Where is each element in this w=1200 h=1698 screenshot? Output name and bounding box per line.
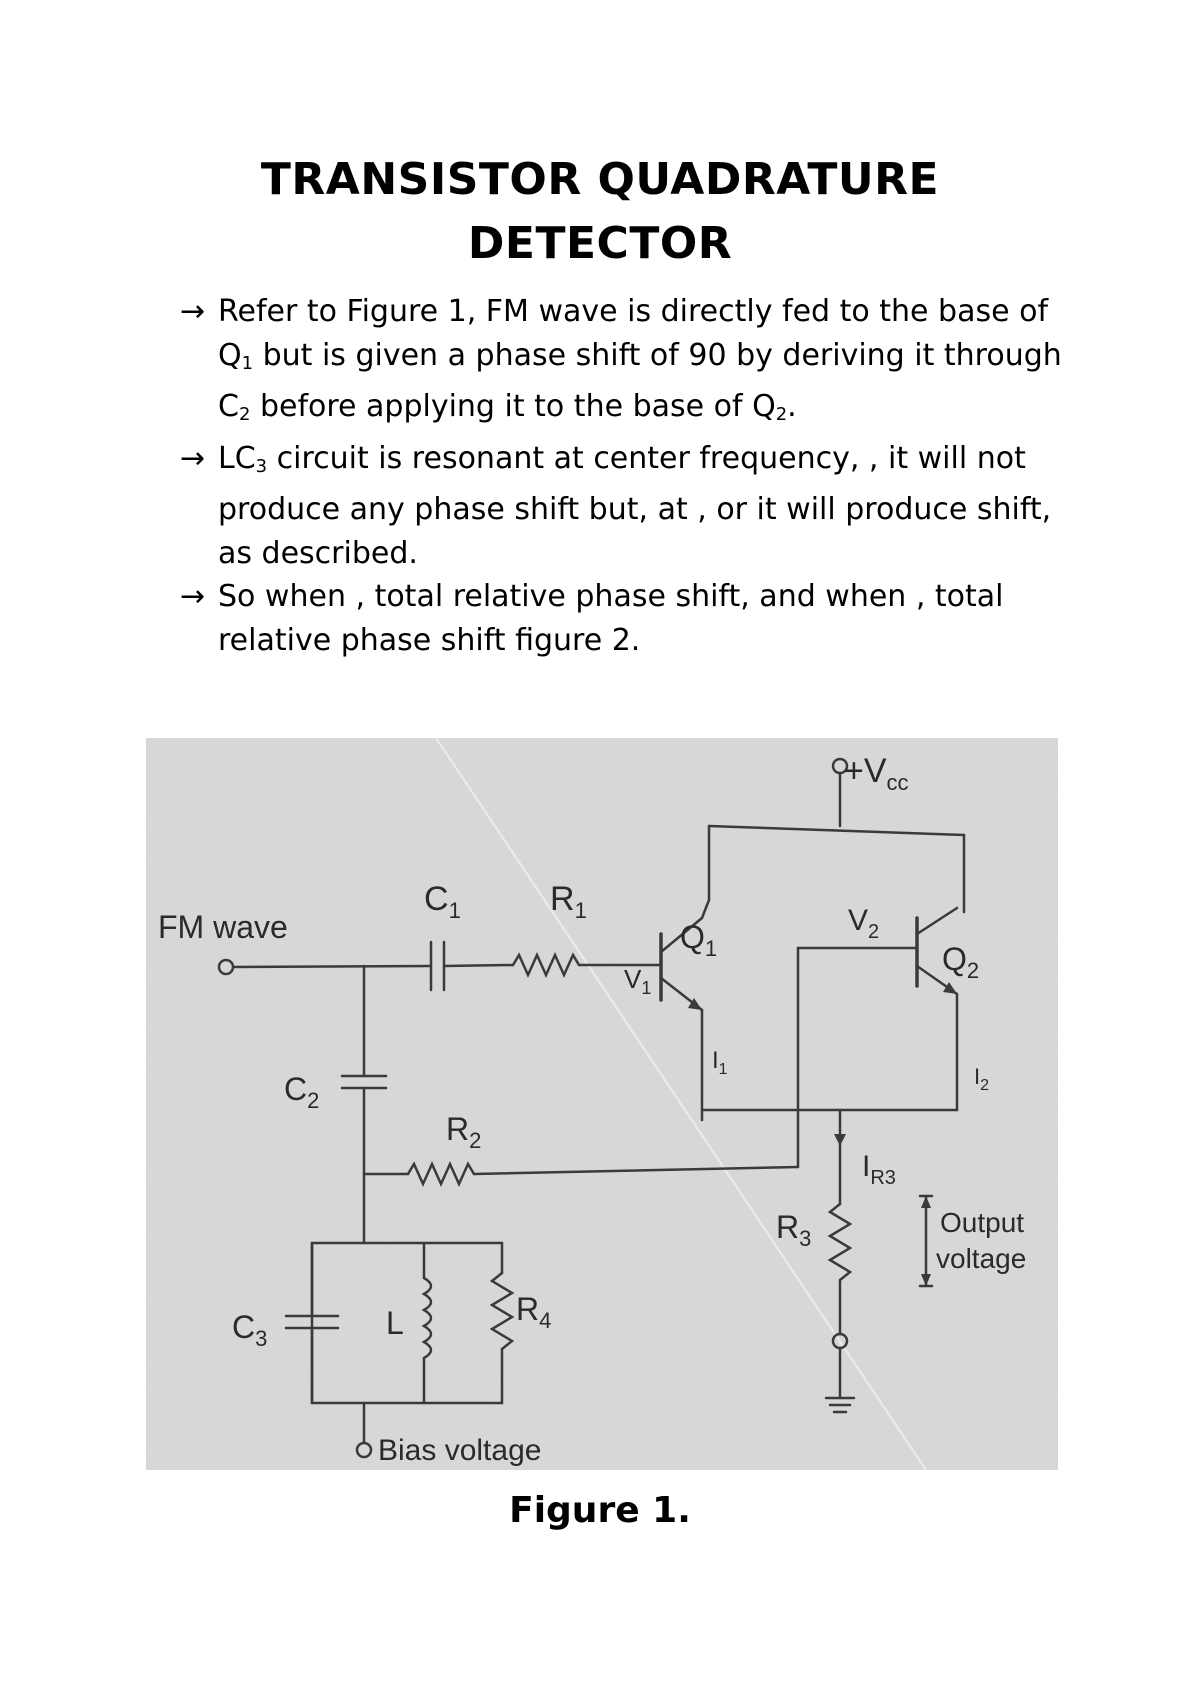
bullet-item [180,290,1080,437]
bullet-subscript: 2 [238,404,251,425]
c3-label: $C_3$ [232,1309,268,1351]
page-title [0,148,1200,276]
arrow-icon: → [180,440,206,476]
bullet-subscript: 1 [241,352,254,374]
c1-label: $C_1$ [424,880,461,923]
bias-voltage-label: Bias voltage [378,1434,542,1467]
r3-label: $R_3$ [776,1209,812,1251]
q2-label: $Q_2$ [942,941,980,983]
r4-label: $R_4$ [516,1291,552,1333]
bullet-text-segment: circuit is resonant at center frequency, , it will not produce any phase shift but, at , or it will produce shift, as described. [218,440,1052,571]
bullet-item [180,575,1080,662]
output-label-line2: voltage [936,1243,1027,1274]
bullet-text [218,575,1080,662]
bullet-text-segment: . [787,389,797,424]
bullet-subscript: 2 [775,404,788,425]
bullet-text [218,437,1080,576]
circuit-diagram [146,738,1058,1470]
v1-label: $V_1$ [624,964,652,998]
i2-label: $I_2$ [974,1064,990,1094]
bullet-item [180,437,1080,576]
arrow-icon: → [180,579,206,614]
bullet-text-segment: So when , total relative phase shift, and when , total relative phase shift figure 2. [218,579,1004,658]
bullet-subscript: 3 [255,455,268,477]
output-label-line1: Output [940,1207,1025,1238]
fm-wave-label: FM wave [158,909,288,945]
bullet-text-segment: Refer to Figure 1, FM wave is directly fed to the base of Q [218,294,1049,373]
photo-grain [146,738,1058,1470]
r1-label: $R_1$ [550,880,587,923]
bullet-text-segment: but is given a phase shift of 90 by deriving it through C [218,337,1062,424]
c2-label: $C_2$ [284,1071,320,1113]
bullet-text [218,290,1080,437]
title-line-1: TRANSISTOR QUADRATURE [260,154,940,205]
arrow-icon: → [180,294,206,329]
q1-label: $Q_1$ [680,919,718,961]
bullet-list [180,290,1080,662]
ir3-label: $I_{R3}$ [862,1150,896,1189]
l-label: L [386,1305,404,1341]
v2-label: $V_2$ [848,904,880,943]
title-line-2: DETECTOR [467,218,733,269]
figure-caption: Figure 1. [509,1490,691,1531]
circuit-figure [146,738,1058,1470]
bullet-text-segment: LC [218,440,256,476]
r2-label: $R_2$ [446,1111,482,1153]
i1-label: $I_1$ [712,1047,728,1078]
bullet-text-segment: before applying it to the base of Q [250,389,776,424]
vcc-label: $+V_{cc}$ [844,752,909,795]
